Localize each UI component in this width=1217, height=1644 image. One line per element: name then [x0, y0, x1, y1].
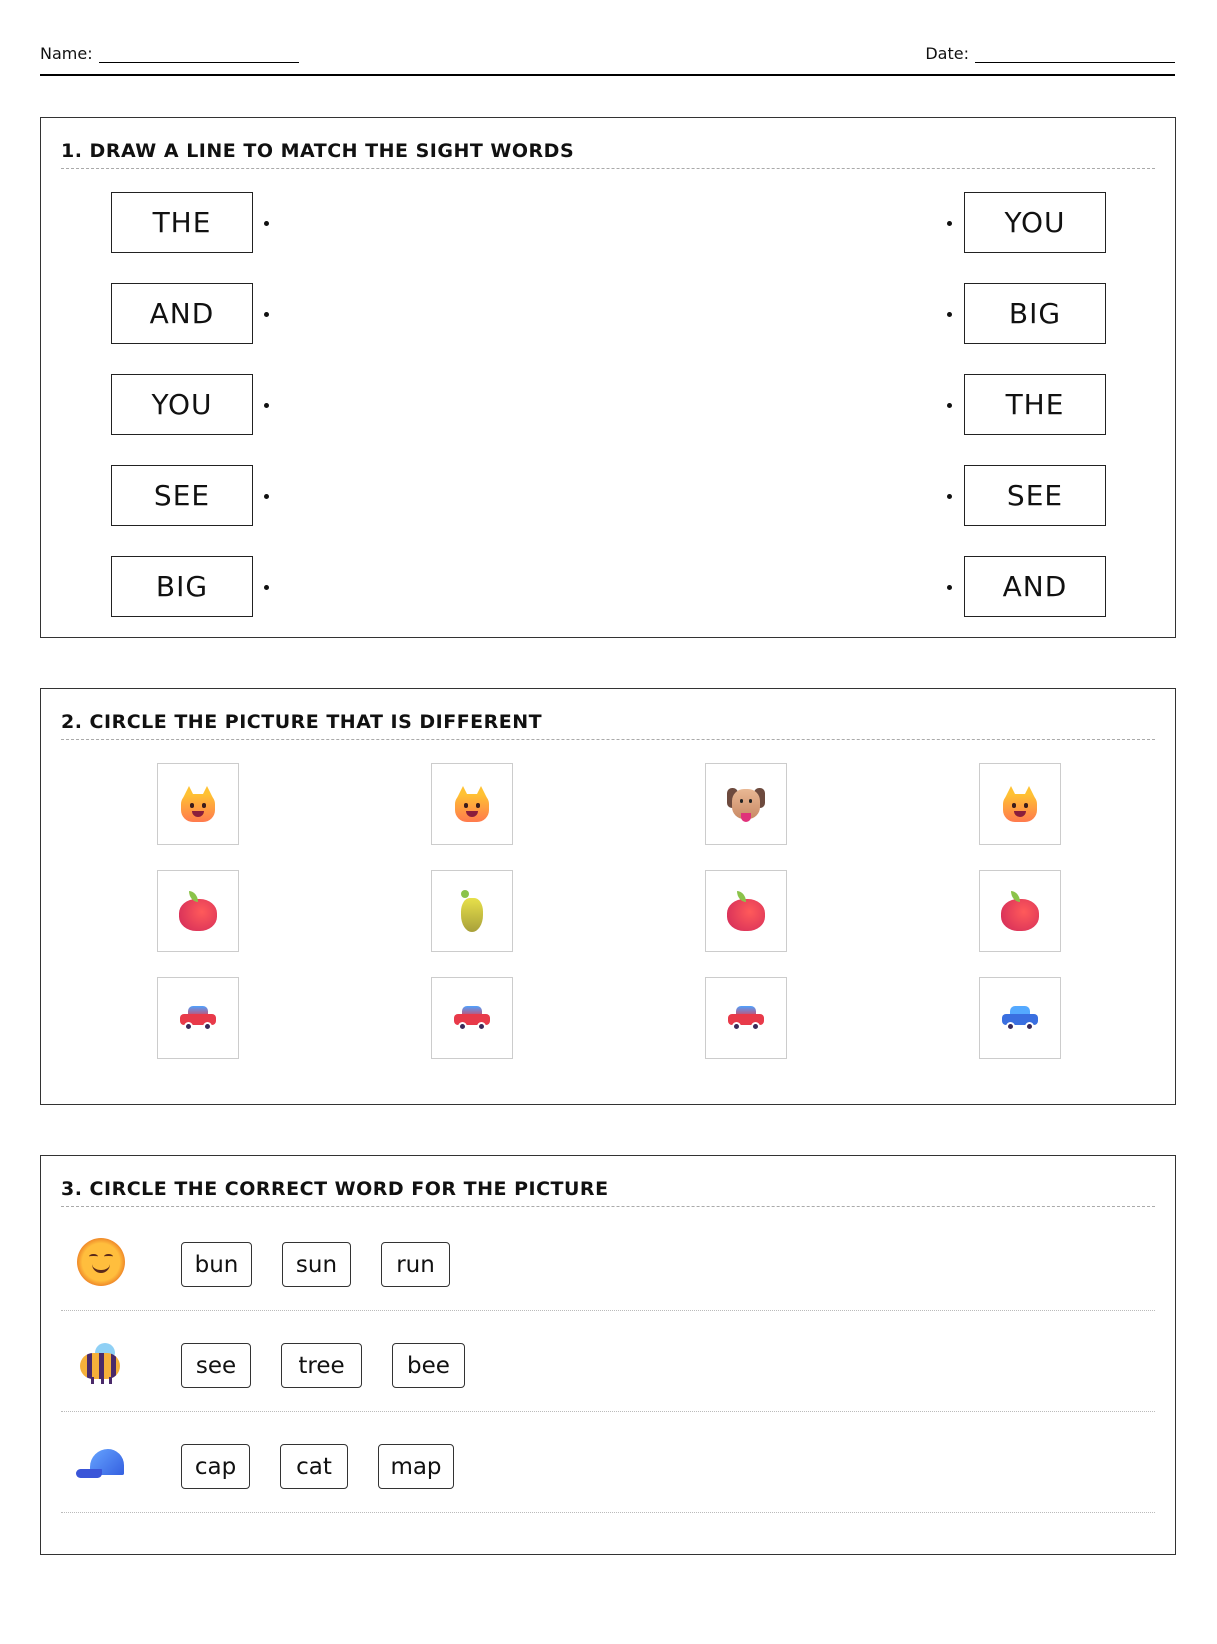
- picture-option[interactable]: [979, 870, 1061, 952]
- word-choice[interactable]: bun: [181, 1242, 252, 1287]
- section-title: 1. DRAW A LINE TO MATCH THE SIGHT WORDS: [61, 140, 1155, 169]
- date-input-line[interactable]: [975, 47, 1175, 63]
- left-word-box[interactable]: YOU: [111, 374, 253, 435]
- section-circle-correct-word: [40, 1155, 1176, 1555]
- row-picture: [73, 1234, 129, 1290]
- left-dot[interactable]: [264, 494, 269, 499]
- cat-face-icon: [453, 786, 491, 822]
- picture-option[interactable]: [157, 977, 239, 1059]
- right-dot[interactable]: [947, 494, 952, 499]
- section-title: 3. CIRCLE THE CORRECT WORD FOR THE PICTURE: [61, 1178, 1155, 1207]
- red-apple-icon: [727, 891, 765, 931]
- left-word-box[interactable]: SEE: [111, 465, 253, 526]
- left-dot[interactable]: [264, 221, 269, 226]
- picture-option[interactable]: [157, 763, 239, 845]
- right-dot[interactable]: [947, 403, 952, 408]
- bee-icon: [77, 1341, 125, 1385]
- word-choice[interactable]: sun: [282, 1242, 351, 1287]
- date-label: Date:: [925, 44, 969, 63]
- left-dot[interactable]: [264, 403, 269, 408]
- picture-option[interactable]: [431, 870, 513, 952]
- right-word-box[interactable]: BIG: [964, 283, 1106, 344]
- right-word-box[interactable]: YOU: [964, 192, 1106, 253]
- word-row: [61, 1210, 1155, 1311]
- word-row: [61, 1311, 1155, 1412]
- name-field[interactable]: [40, 44, 299, 63]
- left-word-box[interactable]: BIG: [111, 556, 253, 617]
- red-apple-icon: [1001, 891, 1039, 931]
- dog-face-icon: [726, 785, 766, 823]
- section-circle-different-picture: [40, 688, 1176, 1105]
- worksheet-header: [40, 40, 1175, 76]
- word-choice[interactable]: see: [181, 1343, 251, 1388]
- sun-icon: [77, 1238, 125, 1286]
- picture-option[interactable]: [705, 870, 787, 952]
- picture-option[interactable]: [979, 977, 1061, 1059]
- right-dot[interactable]: [947, 312, 952, 317]
- blue-suv-icon: [1000, 1004, 1040, 1032]
- date-field[interactable]: [925, 44, 1175, 63]
- word-choice[interactable]: tree: [281, 1343, 362, 1388]
- cap-icon: [76, 1447, 126, 1481]
- row-picture: [73, 1335, 129, 1391]
- picture-option[interactable]: [705, 763, 787, 845]
- right-dot[interactable]: [947, 221, 952, 226]
- word-choice[interactable]: map: [378, 1444, 454, 1489]
- word-choice[interactable]: bee: [392, 1343, 465, 1388]
- cat-face-icon: [179, 786, 217, 822]
- row-picture: [73, 1436, 129, 1492]
- left-word-box[interactable]: AND: [111, 283, 253, 344]
- name-input-line[interactable]: [99, 47, 299, 63]
- left-word-box[interactable]: THE: [111, 192, 253, 253]
- right-word-box[interactable]: THE: [964, 374, 1106, 435]
- picture-option[interactable]: [431, 977, 513, 1059]
- name-label: Name:: [40, 44, 93, 63]
- section-title: 2. CIRCLE THE PICTURE THAT IS DIFFERENT: [61, 711, 1155, 740]
- picture-option[interactable]: [705, 977, 787, 1059]
- left-dot[interactable]: [264, 312, 269, 317]
- right-dot[interactable]: [947, 585, 952, 590]
- picture-option[interactable]: [157, 870, 239, 952]
- right-word-box[interactable]: SEE: [964, 465, 1106, 526]
- word-row: [61, 1412, 1155, 1513]
- word-choice[interactable]: cat: [280, 1444, 348, 1489]
- word-choice[interactable]: cap: [181, 1444, 250, 1489]
- red-apple-icon: [179, 891, 217, 931]
- picture-option[interactable]: [431, 763, 513, 845]
- section-match-sight-words: [40, 117, 1176, 638]
- red-car-icon: [178, 1004, 218, 1032]
- right-word-box[interactable]: AND: [964, 556, 1106, 617]
- cat-face-icon: [1001, 786, 1039, 822]
- left-dot[interactable]: [264, 585, 269, 590]
- red-car-icon: [452, 1004, 492, 1032]
- word-choice[interactable]: run: [381, 1242, 450, 1287]
- pear-icon: [457, 890, 487, 932]
- picture-option[interactable]: [979, 763, 1061, 845]
- red-car-icon: [726, 1004, 766, 1032]
